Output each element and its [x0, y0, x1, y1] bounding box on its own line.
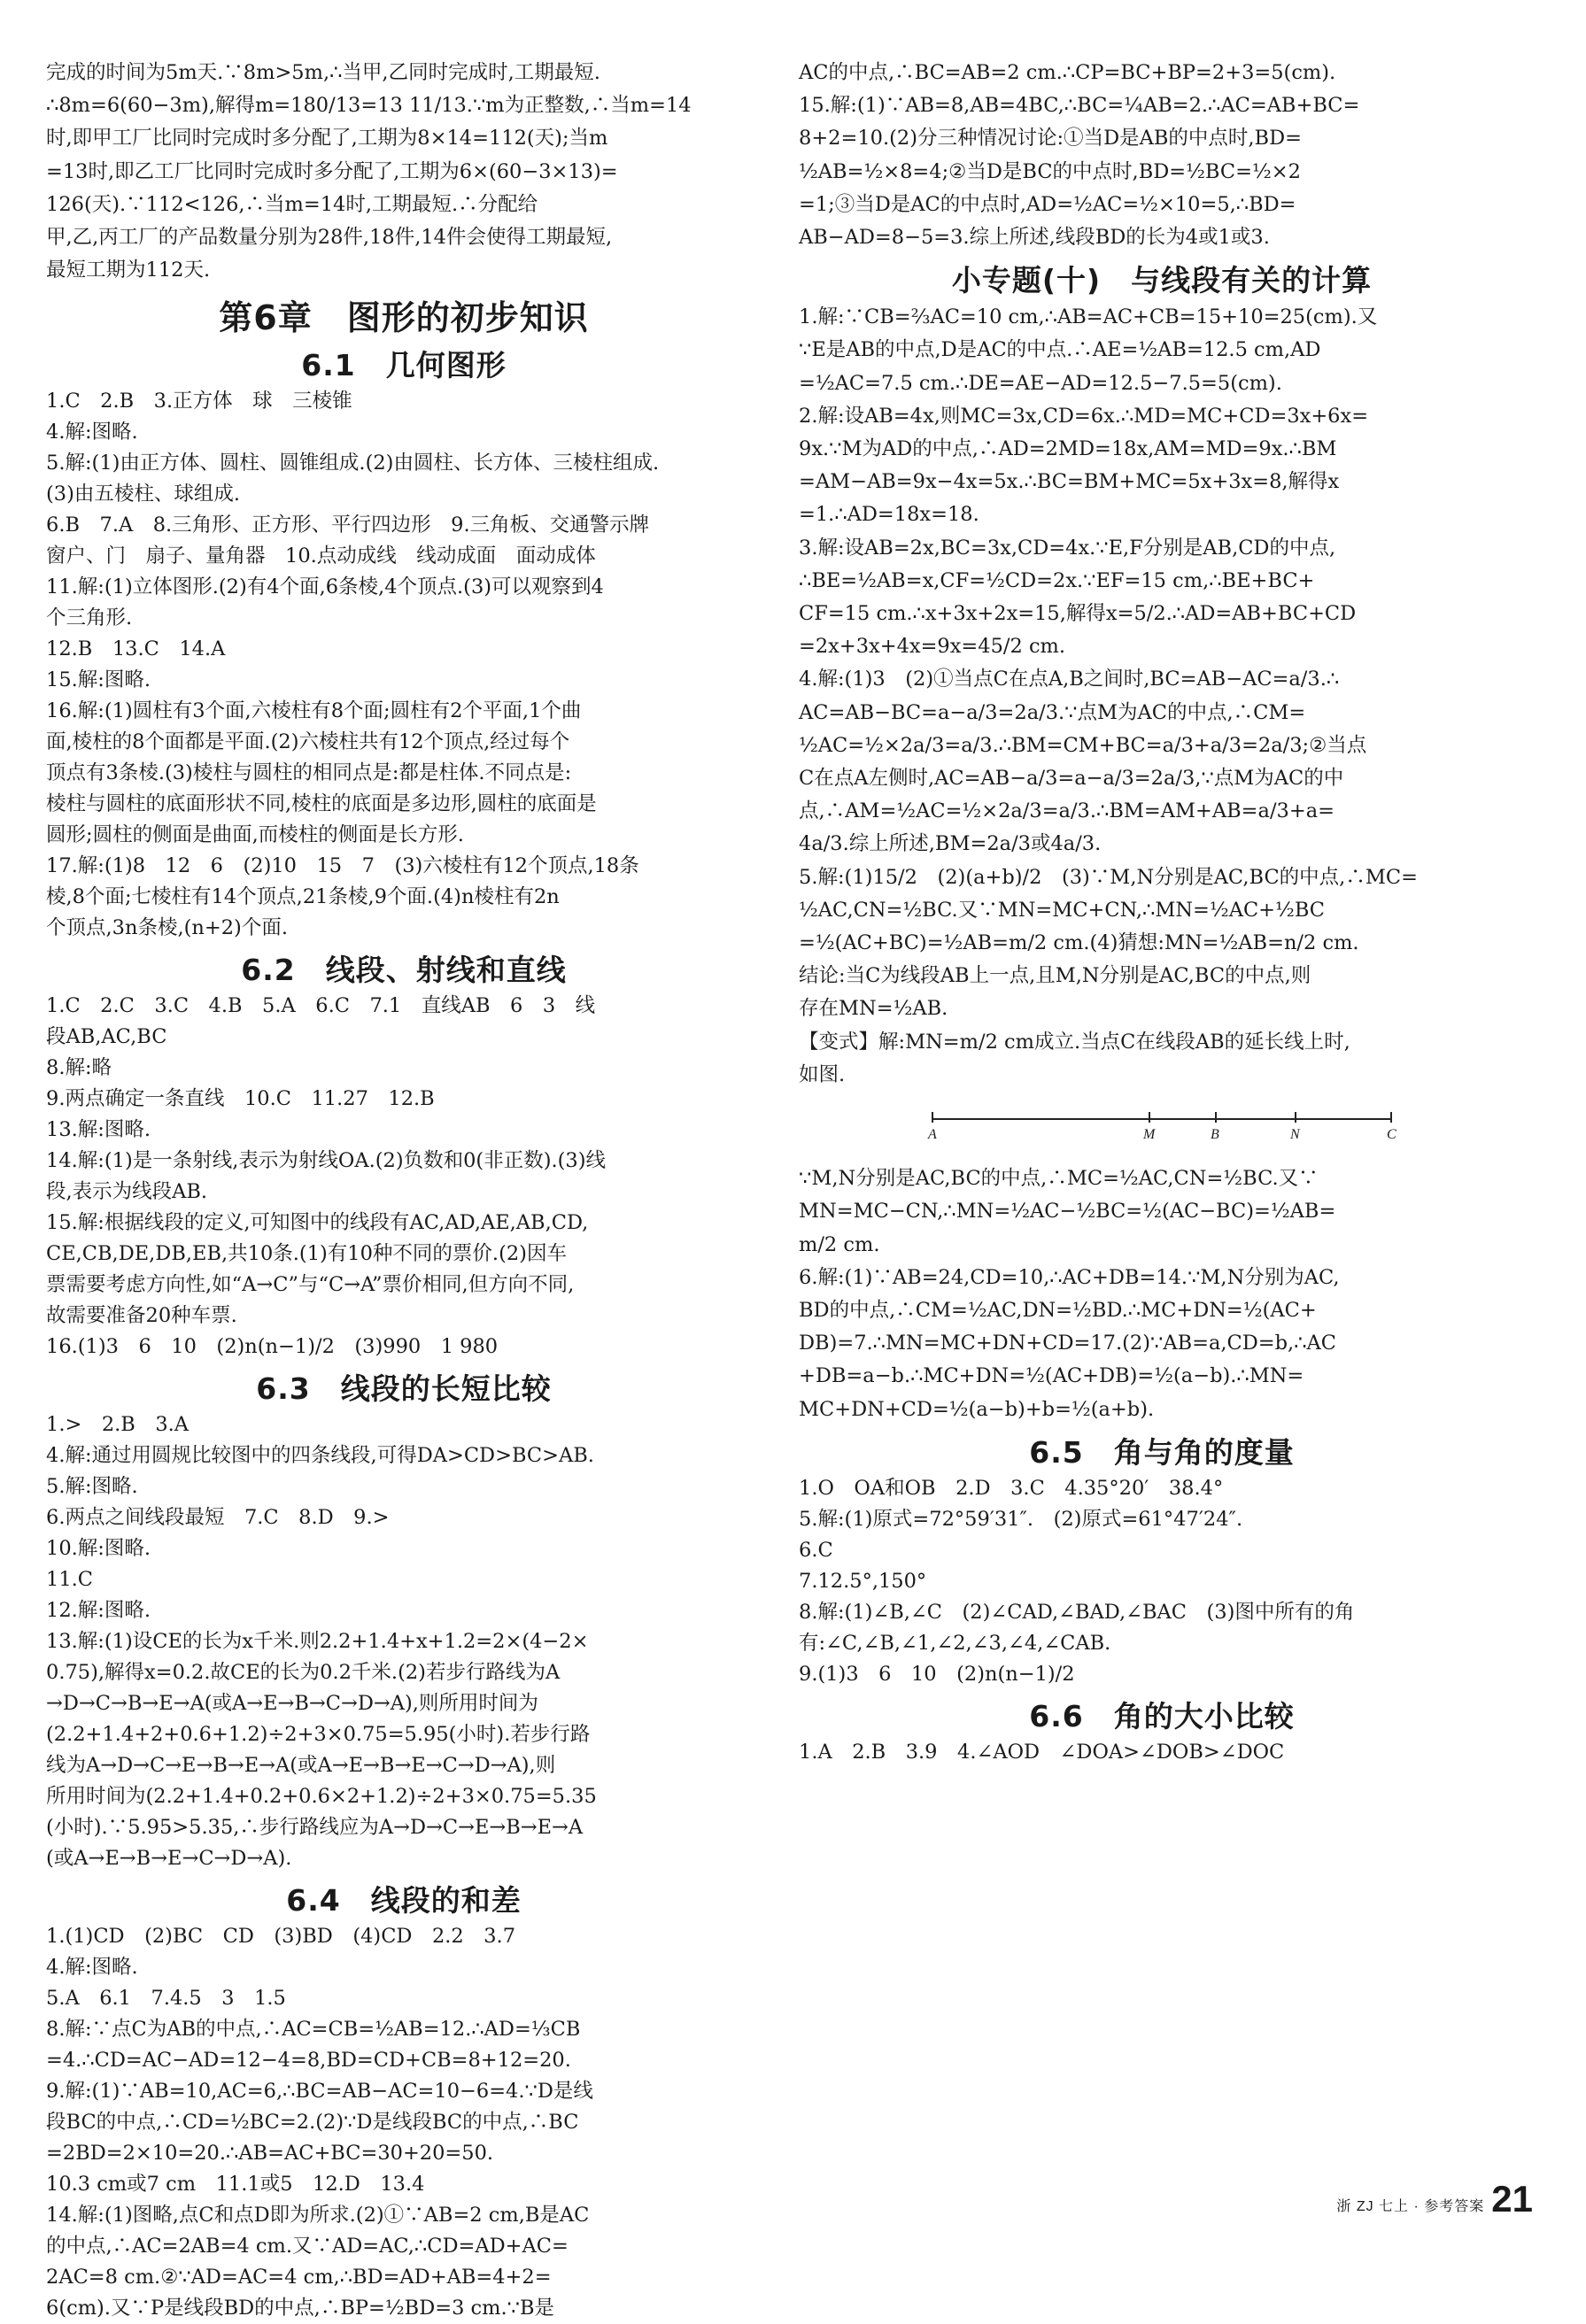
answer-line: 6.两点之间线段最短 7.C 8.D 9.> [46, 1506, 390, 1530]
topic-answers-continued [799, 1162, 1525, 1426]
answer-line: 有:∠C,∠B,∠1,∠2,∠3,∠4,∠CAB. [799, 1631, 1111, 1655]
answer-line: +DB=a−b.∴MC+DN=½(AC+DB)=½(a−b).∴MN= [799, 1364, 1304, 1388]
left-column [46, 57, 762, 2324]
answer-line: 7.12.5°,150° [799, 1569, 927, 1593]
answer-line: DB)=7.∴MN=MC+DN+CD=17.(2)∵AB=a,CD=b,∴AC [799, 1332, 1336, 1355]
answer-line: MC+DN+CD=½(a−b)+b=½(a+b). [799, 1397, 1155, 1421]
answer-line: MN=MC−CN,∴MN=½AC−½BC=½(AC−BC)=½AB= [799, 1200, 1336, 1224]
answer-line: 个顶点,3n条棱,(n+2)个面. [46, 916, 288, 940]
answer-line: 15.解:图略. [46, 668, 151, 692]
answer-line: 1.> 2.B 3.A [46, 1413, 190, 1437]
answer-line: C在点A左侧时,AC=AB−a/3=a−a/3=2a/3,∵点M为AC的中 [799, 767, 1344, 791]
answer-line: 9x.∵M为AD的中点,∴AD=2MD=18x,AM=MD=9x.∴BM [799, 437, 1337, 461]
text-line: 时,即甲工厂比同时完成时多分配了,工期为8×14=112(天);当m [46, 127, 608, 151]
page-footer [1336, 2178, 1533, 2220]
answer-line: 段AB,AC,BC [46, 1025, 167, 1049]
section-6-3-answers [46, 1409, 762, 1874]
answer-line: 11.C [46, 1568, 93, 1592]
text-line: =13时,即乙工厂比同时完成时多分配了,工期为6×(60−3×13)= [46, 159, 618, 183]
point-label: B [1211, 1127, 1219, 1143]
answer-line: 6.C [799, 1538, 833, 1562]
answer-line: (2.2+1.4+2+0.6+1.2)÷2+3×0.75=5.95(小时).若步行路 [46, 1723, 591, 1747]
answer-line: 10.3 cm或7 cm 11.1或5 12.D 13.4 [46, 2173, 425, 2197]
answer-line: =1.∴AD=18x=18. [799, 503, 979, 527]
answer-line: 顶点有3条棱.(3)棱柱与圆柱的相同点是:都是柱体.不同点是: [46, 761, 572, 785]
section-title-6-5: 6.5 角与角的度量 [1029, 1434, 1295, 1470]
right-column [799, 57, 1525, 1768]
answer-line: 1.C 2.B 3.正方体 球 三棱锥 [46, 390, 352, 413]
answer-line: 9.(1)3 6 10 (2)n(n−1)/2 [799, 1662, 1075, 1686]
answer-line: 点,∴AM=½AC=½×2a/3=a/3.∴BM=AM+AB=a/3+a= [799, 799, 1335, 823]
point-tick [1390, 1112, 1392, 1123]
point-label: A [928, 1127, 937, 1143]
answer-line: 棱,8个面;七棱柱有14个顶点,21条棱,9个面.(4)n棱柱有2n [46, 885, 560, 909]
answer-line: 5.A 6.1 7.4.5 3 1.5 [46, 1987, 286, 2011]
answer-line: 2.解:设AB=4x,则MC=3x,CD=6x.∴MD=MC+CD=3x+6x= [799, 404, 1369, 428]
point-label: C [1387, 1127, 1396, 1143]
answer-line: 6(cm).又∵P是线段BD的中点,∴BP=½BD=3 cm.∵B是 [46, 2297, 554, 2320]
answer-line: 9.解:(1)∵AB=10,AC=6,∴BC=AB−AC=10−6=4.∵D是线 [46, 2080, 593, 2104]
section-6-5-answers [799, 1473, 1525, 1690]
answer-line: 2AC=8 cm.②∵AD=AC=4 cm,∴BD=AD+AB=4+2= [46, 2266, 552, 2289]
topic-answers [799, 301, 1525, 1092]
answer-line: 0.75),解得x=0.2.故CE的长为0.2千米.(2)若步行路线为A [46, 1661, 561, 1685]
answer-line: 票需要考虑方向性,如“A→C”与“C→A”票价相同,但方向不同, [46, 1273, 575, 1297]
answer-line: =2x+3x+4x=9x=45/2 cm. [799, 635, 1066, 659]
answer-line: (3)由五棱柱、球组成. [46, 483, 241, 506]
answer-line: 故需要准备20种车票. [46, 1304, 237, 1328]
answer-line: 16.解:(1)圆柱有3个面,六棱柱有8个面;圆柱有2个平面,1个曲 [46, 699, 582, 723]
answer-line: 8.解:略 [46, 1056, 112, 1080]
point-tick [932, 1112, 933, 1123]
text-line: 完成的时间为5m天.∵8m>5m,∴当甲,乙同时完成时,工期最短. [46, 61, 600, 84]
answer-line: 棱柱与圆柱的底面形状不同,棱柱的底面是多边形,圆柱的底面是 [46, 792, 597, 816]
segment-figure [799, 1097, 1525, 1159]
continued-block [799, 57, 1525, 254]
section-title-6-1: 6.1 几何图形 [301, 348, 507, 383]
answer-line: 6.B 7.A 8.三角形、正方形、平行四边形 9.三角板、交通警示牌 [46, 513, 650, 537]
answer-line: ½AC=½×2a/3=a/3.∴BM=CM+BC=a/3+a/3=2a/3;②当点 [799, 733, 1367, 757]
section-title-6-2: 6.2 线段、射线和直线 [241, 953, 567, 988]
answer-line: CE,CB,DE,DB,EB,共10条.(1)有10种不同的票价.(2)因车 [46, 1242, 567, 1266]
answer-line: 段BC的中点,∴CD=½BC=2.(2)∵D是线段BC的中点,∴BC [46, 2111, 579, 2135]
answer-line: =4.∴CD=AC−AD=12−4=8,BD=CD+CB=8+12=20. [46, 2049, 571, 2073]
answer-line: 5.解:图略. [46, 1475, 138, 1499]
answer-line: 14.解:(1)图略,点C和点D即为所求.(2)①∵AB=2 cm,B是AC [46, 2204, 590, 2227]
section-title-6-4: 6.4 线段的和差 [286, 1883, 522, 1919]
answer-line: =2BD=2×10=20.∴AB=AC+BC=30+20=50. [46, 2142, 494, 2166]
answer-line: 存在MN=½AB. [799, 997, 948, 1021]
section-title-6-3: 6.3 线段的长短比较 [256, 1371, 552, 1407]
answer-line: (或A→E→B→E→C→D→A). [46, 1847, 292, 1871]
text-line: AB−AD=8−5=3.综上所述,线段BD的长为4或1或3. [799, 226, 1270, 250]
answer-line: 8.解:(1)∠B,∠C (2)∠CAD,∠BAD,∠BAC (3)图中所有的角 [799, 1600, 1355, 1624]
answer-line: 1.O OA和OB 2.D 3.C 4.35°20′ 38.4° [799, 1476, 1224, 1500]
answer-line: 4a/3.综上所述,BM=2a/3或4a/3. [799, 832, 1102, 856]
answer-line: 4.解:通过用圆规比较图中的四条线段,可得DA>CD>BC>AB. [46, 1444, 594, 1468]
answer-line: 4.解:(1)3 (2)①当点C在点A,B之间时,BC=AB−AC=a/3.∴ [799, 668, 1340, 691]
section-6-2-answers [46, 991, 762, 1363]
answer-line: 线为A→D→C→E→B→E→A(或A→E→B→E→C→D→A),则 [46, 1754, 556, 1778]
text-line: ½AB=½×8=4;②当D是BC的中点时,BD=½BC=½×2 [799, 159, 1301, 183]
answer-line: 段,表示为线段AB. [46, 1180, 208, 1204]
point-tick [1149, 1112, 1150, 1123]
answer-line: 1.A 2.B 3.9 4.∠AOD ∠DOA>∠DOB>∠DOC [799, 1740, 1285, 1764]
answer-line: ∴BE=½AB=x,CF=½CD=2x.∵EF=15 cm,∴BE+BC+ [799, 568, 1315, 592]
answer-line: 【变式】解:MN=m/2 cm成立.当点C在线段AB的延长线上时, [799, 1030, 1350, 1054]
answer-line: 9.两点确定一条直线 10.C 11.27 12.B [46, 1087, 435, 1111]
answer-line: (小时).∵5.95>5.35,∴步行路线应为A→D→C→E→B→E→A [46, 1816, 584, 1840]
text-line: =1;③当D是AC的中点时,AD=½AC=½×10=5,∴BD= [799, 192, 1296, 216]
section-6-4-answers [46, 1921, 762, 2324]
answer-line: CF=15 cm.∴x+3x+2x=15,解得x=5/2.∴AD=AB+BC+CD [799, 602, 1357, 626]
point-label: N [1290, 1127, 1300, 1143]
answer-line: 14.解:(1)是一条射线,表示为射线OA.(2)负数和0(非正数).(3)线 [46, 1149, 607, 1173]
text-line: 最短工期为112天. [46, 259, 211, 282]
answer-line: 如图. [799, 1062, 846, 1086]
page-number: 21 [1491, 2178, 1533, 2220]
answer-line: 面,棱柱的8个面都是平面.(2)六棱柱共有12个顶点,经过每个 [46, 730, 570, 754]
answer-line: ½AC,CN=½BC.又∵MN=MC+CN,∴MN=½AC+½BC [799, 898, 1325, 922]
answer-line: ∵M,N分别是AC,BC的中点,∴MC=½AC,CN=½BC.又∵ [799, 1167, 1319, 1191]
answer-line: 的中点,∴AC=2AB=4 cm.又∵AD=AC,∴CD=AD+AC= [46, 2235, 569, 2258]
answer-line: AC=AB−BC=a−a/3=2a/3.∵点M为AC的中点,∴CM= [799, 700, 1306, 724]
answer-line: 窗户、门 扇子、量角器 10.点动成线 线动成面 面动成体 [46, 544, 596, 568]
text-line: 15.解:(1)∵AB=8,AB=4BC,∴BC=¼AB=2.∴AC=AB+BC= [799, 94, 1360, 118]
answer-line: 11.解:(1)立体图形.(2)有4个面,6条棱,4个顶点.(3)可以观察到4 [46, 575, 604, 599]
answer-line: 5.解:(1)15/2 (2)(a+b)/2 (3)∵M,N分别是AC,BC的中点,∴MC= [799, 865, 1418, 889]
answer-line: 个三角形. [46, 606, 133, 630]
answer-line: 结论:当C为线段AB上一点,且M,N分别是AC,BC的中点,则 [799, 964, 1311, 988]
chapter-title: 第6章 图形的初步知识 [219, 298, 589, 338]
topic-title: 小专题(十) 与线段有关的计算 [951, 263, 1373, 298]
answer-line: 5.解:(1)原式=72°59′31″. (2)原式=61°47′24″. [799, 1507, 1243, 1531]
answer-line: 13.解:(1)设CE的长为x千米.则2.2+1.4+x+1.2=2×(4−2× [46, 1630, 589, 1654]
text-line: 甲,乙,丙工厂的产品数量分别为28件,18件,14件会使得工期最短, [46, 226, 613, 250]
answer-line: 1.解:∵CB=⅔AC=10 cm,∴AB=AC+CB=15+10=25(cm).又 [799, 305, 1378, 329]
section-6-1-answers [46, 386, 762, 944]
answer-line: 4.解:图略. [46, 1956, 138, 1980]
text-line: 8+2=10.(2)分三种情况讨论:①当D是AB的中点时,BD= [799, 127, 1302, 151]
intro-block [46, 57, 762, 287]
answer-line: 17.解:(1)8 12 6 (2)10 15 7 (3)六棱柱有12个顶点,18条 [46, 854, 639, 878]
answer-line: 所用时间为(2.2+1.4+0.2+0.6×2+1.2)÷2+3×0.75=5.35 [46, 1785, 597, 1809]
answer-line: =½AC=7.5 cm.∴DE=AE−AD=12.5−7.5=5(cm). [799, 371, 1282, 395]
answer-line: 16.(1)3 6 10 (2)n(n−1)/2 (3)990 1 980 [46, 1335, 499, 1359]
text-line: AC的中点,∴BC=AB=2 cm.∴CP=BC+BP=2+3=5(cm). [799, 61, 1336, 84]
answer-line: 13.解:图略. [46, 1118, 151, 1142]
answer-line: 1.C 2.C 3.C 4.B 5.A 6.C 7.1 直线AB 6 3 线 [46, 994, 596, 1018]
answer-line: 12.B 13.C 14.A [46, 637, 226, 661]
footer-text: 浙 ZJ 七上 · 参考答案 [1336, 2199, 1485, 2214]
answer-line: 10.解:图略. [46, 1537, 151, 1561]
answer-line: 6.解:(1)∵AB=24,CD=10,∴AC+DB=14.∵M,N分别为AC, [799, 1265, 1340, 1289]
section-6-6-answers [799, 1737, 1525, 1768]
answer-line: =AM−AB=9x−4x=5x.∴BC=BM+MC=5x+3x=8,解得x [799, 470, 1340, 494]
point-tick [1295, 1112, 1296, 1123]
answer-line: 5.解:(1)由正方体、圆柱、圆锥组成.(2)由圆柱、长方体、三棱柱组成. [46, 452, 660, 475]
point-tick [1215, 1112, 1217, 1123]
answer-line: 圆形;圆柱的侧面是曲面,而棱柱的侧面是长方形. [46, 823, 464, 847]
answer-line: =½(AC+BC)=½AB=m/2 cm.(4)猜想:MN=½AB=n/2 cm. [799, 931, 1359, 955]
answer-line: 15.解:根据线段的定义,可知图中的线段有AC,AD,AE,AB,CD, [46, 1211, 589, 1235]
text-line: 126(天).∵112<126,∴当m=14时,工期最短.∴分配给 [46, 192, 538, 216]
answer-line: 4.解:图略. [46, 421, 138, 444]
answer-line: 12.解:图略. [46, 1599, 151, 1623]
point-label: M [1143, 1127, 1156, 1143]
answer-line: ∵E是AB的中点,D是AC的中点.∴AE=½AB=12.5 cm,AD [799, 338, 1321, 362]
text-line: ∴8m=6(60−3m),解得m=180/13=13 11/13.∵m为正整数,∴当m=14 [46, 94, 692, 118]
answer-line: m/2 cm. [799, 1232, 880, 1256]
answer-line: BD的中点,∴CM=½AC,DN=½BD.∴MC+DN=½(AC+ [799, 1298, 1317, 1322]
answer-line: →D→C→B→E→A(或A→E→B→C→D→A),则所用时间为 [46, 1692, 538, 1716]
answer-line: 8.解:∵点C为AB的中点,∴AC=CB=½AB=12.∴AD=⅓CB [46, 2018, 581, 2042]
section-title-6-6: 6.6 角的大小比较 [1029, 1698, 1295, 1733]
answer-line: 1.(1)CD (2)BC CD (3)BD (4)CD 2.2 3.7 [46, 1925, 516, 1949]
segment-line [932, 1118, 1392, 1120]
answer-line: 3.解:设AB=2x,BC=3x,CD=4x.∵E,F分别是AB,CD的中点, [799, 536, 1336, 560]
